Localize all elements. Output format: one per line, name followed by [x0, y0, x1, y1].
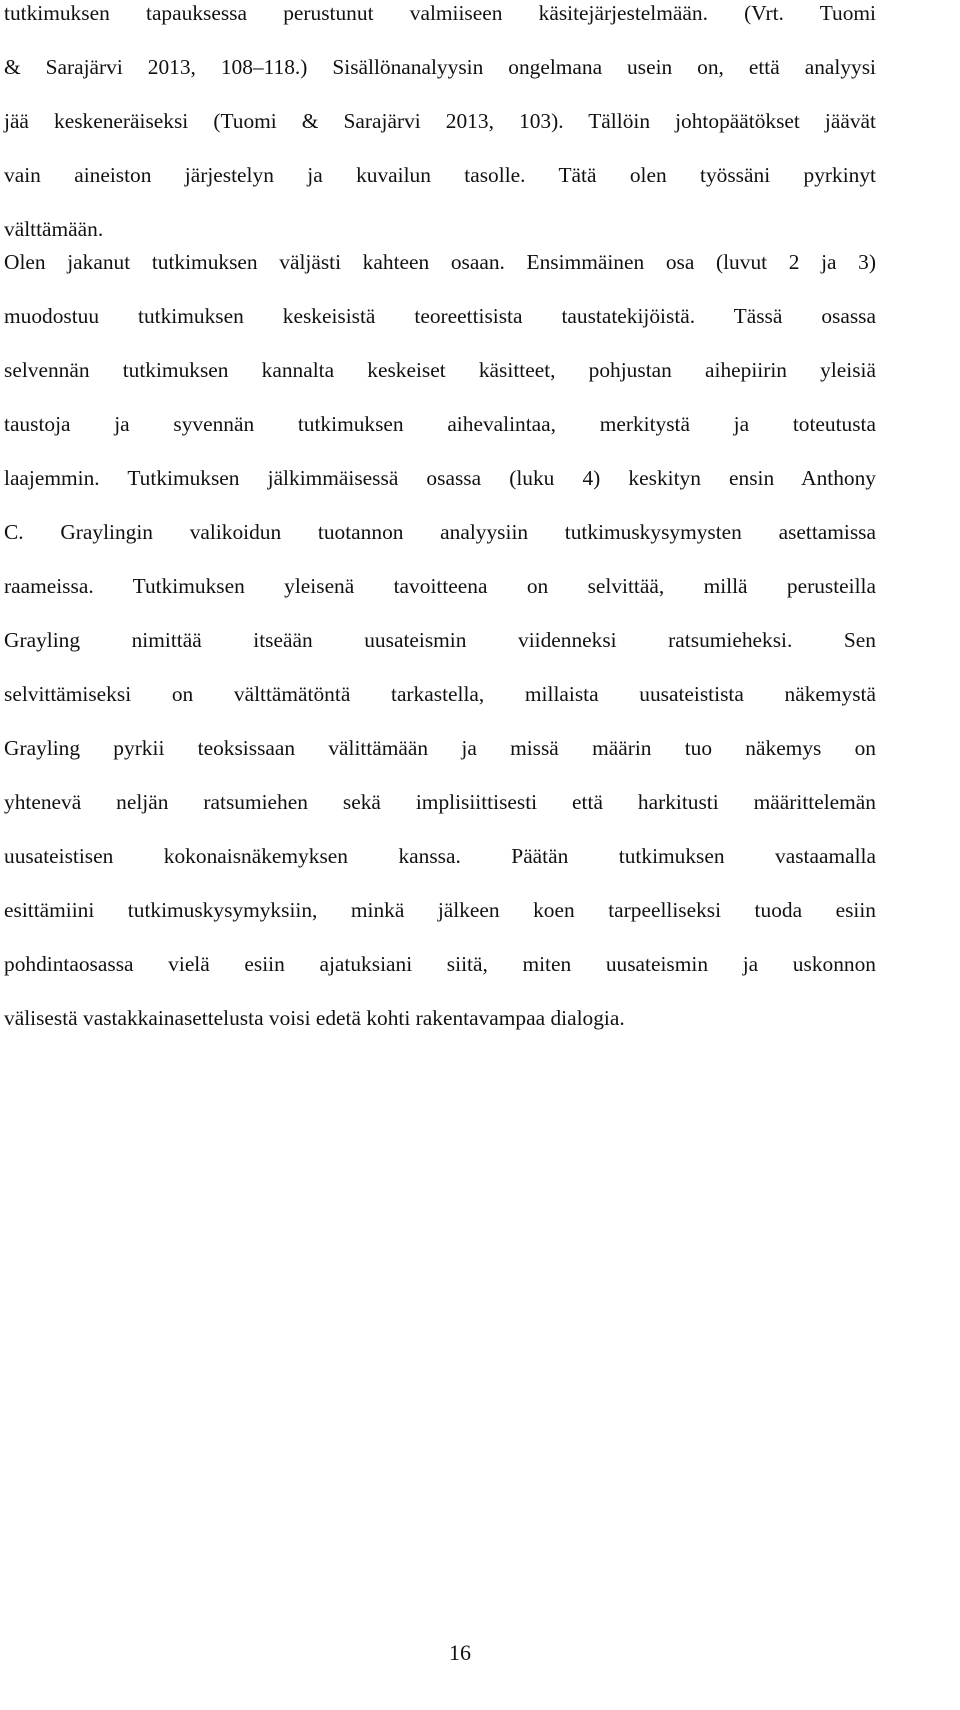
text-line: esittämiini tutkimuskysymyksiin, minkä jälkeen koen tarpeelliseksi tuoda esiin: [4, 898, 876, 922]
text-line: välisestä vastakkainasettelusta voisi edetä kohti rakentavampaa dialogia.: [4, 1006, 625, 1030]
text-line: pohdintaosassa vielä esiin ajatuksiani siitä, miten uusateismin ja uskonnon: [4, 952, 876, 976]
text-line: & Sarajärvi 2013, 108–118.) Sisällönanalyysin ongelmana usein on, että analyysi: [4, 55, 876, 79]
paragraph-2: [4, 235, 876, 1045]
text-line: Grayling pyrkii teoksissaan välittämään ja missä määrin tuo näkemys on: [4, 736, 876, 760]
text-line: selvennän tutkimuksen kannalta keskeiset käsitteet, pohjustan aihepiirin yleisiä: [4, 358, 876, 382]
text-line: tutkimuksen tapauksessa perustunut valmiiseen käsitejärjestelmään. (Vrt. Tuomi: [4, 1, 876, 25]
text-line: vain aineiston järjestelyn ja kuvailun tasolle. Tätä olen työssäni pyrkinyt: [4, 163, 876, 187]
text-line: muodostuu tutkimuksen keskeisistä teoreettisista taustatekijöistä. Tässä osassa: [4, 304, 876, 328]
text-line: selvittämiseksi on välttämätöntä tarkastella, millaista uusateistista näkemystä: [4, 682, 876, 706]
text-line: välttämään.: [4, 217, 104, 241]
text-line: C. Graylingin valikoidun tuotannon analyysiin tutkimuskysymysten asettamissa: [4, 520, 876, 544]
paragraph-1: [4, 0, 876, 256]
text-line: Grayling nimittää itseään uusateismin viidenneksi ratsumieheksi. Sen: [4, 628, 876, 652]
text-line: jää keskeneräiseksi (Tuomi & Sarajärvi 2013, 103). Tällöin johtopäätökset jäävät: [4, 109, 876, 133]
text-line: Olen jakanut tutkimuksen väljästi kahteen osaan. Ensimmäinen osa (luvut 2 ja 3): [4, 250, 876, 274]
text-line: taustoja ja syvennän tutkimuksen aihevalintaa, merkitystä ja toteutusta: [4, 412, 876, 436]
text-line: laajemmin. Tutkimuksen jälkimmäisessä osassa (luku 4) keskityn ensin Anthony: [4, 466, 876, 490]
text-line: raameissa. Tutkimuksen yleisenä tavoitteena on selvittää, millä perusteilla: [4, 574, 876, 598]
text-line: uusateistisen kokonaisnäkemyksen kanssa. Päätän tutkimuksen vastaamalla: [4, 844, 876, 868]
page-number: 16: [449, 1640, 471, 1665]
text-line: yhtenevä neljän ratsumiehen sekä implisiittisesti että harkitusti määrittelemän: [4, 790, 876, 814]
